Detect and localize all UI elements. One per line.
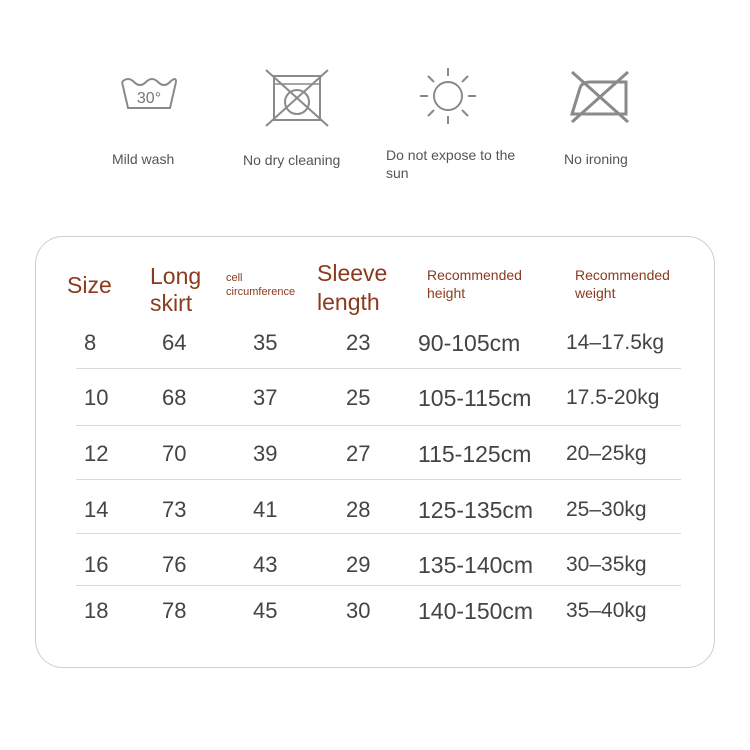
row-divider	[76, 533, 681, 534]
header-cell-line2: circumference	[226, 286, 296, 298]
cell-recommended-height: 140-150cm	[418, 598, 534, 624]
cell-size: 12	[84, 441, 109, 466]
cell-circumference: 37	[253, 385, 278, 410]
header-weight-line2: weight	[575, 285, 616, 301]
cell-long-skirt: 73	[162, 497, 187, 522]
header-weight-line1: Recommended	[575, 267, 670, 283]
cell-recommended-weight: 20–25kg	[566, 442, 647, 465]
header-cell-line1: cell	[226, 272, 243, 284]
cell-circumference: 45	[253, 598, 278, 623]
cell-size: 8	[84, 330, 97, 355]
cell-recommended-weight: 25–30kg	[566, 498, 647, 521]
cell-recommended-height: 125-135cm	[418, 497, 534, 523]
table-row	[36, 378, 716, 418]
table-row	[36, 490, 716, 530]
header-long-skirt-line2: skirt	[150, 290, 193, 316]
header-height-line2: height	[427, 285, 466, 301]
cell-circumference: 41	[253, 497, 278, 522]
care-label-no-sun: Do not expose to the sun	[386, 147, 516, 181]
row-divider	[76, 585, 681, 586]
cell-long-skirt: 78	[162, 598, 187, 623]
cell-circumference: 43	[253, 552, 278, 577]
cell-sleeve-length: 23	[346, 330, 371, 355]
wash-temperature: 30°	[136, 90, 162, 107]
cell-recommended-height: 90-105cm	[418, 330, 521, 356]
cell-circumference: 39	[253, 441, 278, 466]
cell-circumference: 35	[253, 330, 278, 355]
care-item-no-sun	[380, 64, 520, 184]
care-label-no-ironing: No ironing	[564, 151, 628, 167]
no-dry-cleaning-icon	[262, 64, 332, 134]
cell-recommended-height: 105-115cm	[418, 385, 532, 411]
header-sleeve-line2: length	[317, 289, 380, 315]
wash-30-icon	[114, 64, 184, 134]
row-divider	[76, 425, 681, 426]
cell-recommended-weight: 30–35kg	[566, 553, 647, 576]
care-item-no-ironing	[552, 64, 692, 184]
header-sleeve-line1: Sleeve	[317, 260, 388, 286]
header-height-line1: Recommended	[427, 267, 522, 283]
cell-long-skirt: 76	[162, 552, 187, 577]
cell-recommended-weight: 17.5-20kg	[566, 386, 660, 409]
cell-size: 10	[84, 385, 109, 410]
care-label-no-dry-cleaning: No dry cleaning	[243, 152, 341, 168]
header-long-skirt-line1: Long	[150, 263, 202, 289]
cell-size: 16	[84, 552, 109, 577]
cell-size: 14	[84, 497, 109, 522]
cell-sleeve-length: 29	[346, 552, 371, 577]
care-item-mild-wash	[100, 64, 240, 184]
cell-sleeve-length: 30	[346, 598, 371, 623]
cell-long-skirt: 68	[162, 385, 187, 410]
header-size: Size	[67, 272, 112, 298]
care-label-mild-wash: Mild wash	[112, 151, 175, 167]
cell-recommended-height: 115-125cm	[418, 441, 532, 467]
cell-recommended-height: 135-140cm	[418, 552, 534, 578]
cell-sleeve-length: 28	[346, 497, 371, 522]
cell-size: 18	[84, 598, 109, 623]
cell-sleeve-length: 25	[346, 385, 371, 410]
table-row	[36, 434, 716, 474]
row-divider	[76, 479, 681, 480]
cell-long-skirt: 70	[162, 441, 187, 466]
cell-recommended-weight: 14–17.5kg	[566, 331, 665, 354]
size-table	[35, 236, 715, 668]
table-row	[36, 323, 716, 363]
row-divider	[76, 368, 681, 369]
cell-long-skirt: 64	[162, 330, 187, 355]
cell-sleeve-length: 27	[346, 441, 371, 466]
table-row	[36, 591, 716, 631]
table-row	[36, 545, 716, 585]
no-ironing-icon	[566, 64, 636, 134]
cell-recommended-weight: 35–40kg	[566, 599, 647, 622]
care-item-no-dry-cleaning	[232, 64, 372, 184]
no-sun-icon	[413, 64, 483, 134]
